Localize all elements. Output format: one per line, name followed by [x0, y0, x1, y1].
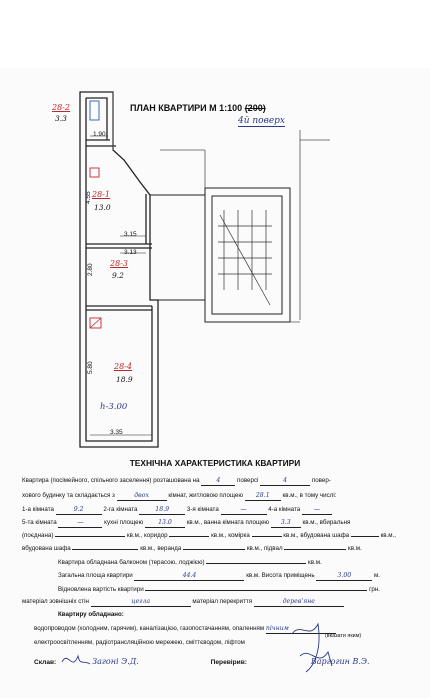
rooms-count-value: двох [117, 492, 167, 501]
form-text: кв.м., коридор [126, 532, 168, 539]
plan-title-text: ПЛАН КВАРТИРИ М 1:100 [130, 103, 243, 113]
dim-room4-height: 5.80 [87, 361, 94, 374]
ceiling-height-label: h-3.00 [100, 402, 128, 412]
storeys-value: 4 [260, 477, 310, 486]
form-row-rooms [22, 492, 416, 501]
form-text: кв.м., підвал [246, 545, 283, 552]
room5-area-value: — [58, 519, 102, 528]
total-area-value: 44.4 [134, 572, 244, 581]
room4-area-value: — [302, 506, 332, 515]
checked-by-name: Варгогин В.Э. [310, 657, 370, 666]
form-text: поверсі [237, 477, 259, 484]
compiled-by-name: Загоні Э.Д. [92, 657, 139, 666]
partition-wall [86, 140, 116, 146]
apartment-inner-wall [86, 98, 152, 441]
form-text: кв.м., вбудована шафа [283, 532, 350, 539]
form-text: кв.м. [348, 545, 362, 552]
kitchen-area-value: 13.0 [145, 519, 185, 528]
form-text: хового будинку та складається з [22, 492, 115, 499]
wall-material-value: цегла [91, 598, 191, 607]
dim-bottom-width: 3.35 [110, 429, 123, 436]
stove-icon [90, 168, 99, 177]
dim-room1-width: 3.15 [124, 231, 137, 238]
form-text: вбудована шафа [22, 545, 71, 552]
living-area-value: 28.1 [245, 492, 281, 501]
form-row-equipped: Квартиру обладнано: [58, 611, 124, 618]
signature-scribbles [0, 600, 430, 698]
room-area-room3: 9.2 [112, 271, 124, 280]
stairwell-wall [212, 196, 282, 314]
form-text: Загальна площа квартири [58, 572, 133, 579]
bathroom-area-value: 3.3 [271, 519, 301, 528]
partition-wall [86, 244, 152, 248]
form-text: кв.м., вбиральня [302, 519, 351, 526]
floor-value: 4 [201, 477, 235, 486]
room-area-kitchen: 13.0 [94, 203, 111, 212]
form-row-room-areas [22, 506, 416, 515]
ceiling-height-value: 3.00 [316, 572, 372, 581]
form-text: 2-га кімната [103, 506, 138, 513]
form-text: 4-а кімната [268, 506, 301, 513]
form-text: матеріал зовнішніх стін [22, 598, 89, 605]
room-area-room4: 18.9 [116, 375, 133, 384]
bathtub-icon [90, 101, 99, 120]
dim-top-width: 1.90 [93, 131, 106, 138]
form-text: Квартира (посімейного, спільного заселення) розташована на [22, 477, 200, 484]
form-text: 1-а кімната [22, 506, 54, 513]
plan-scale-struck: (200) [244, 103, 266, 113]
form-text: кв.м., [380, 532, 396, 539]
form-text: Квартира обладнана балконом (терасою, лоджією) [58, 559, 205, 566]
compiled-by-label: Склав: [34, 659, 57, 666]
form-text: Відновлена вартість квартири [58, 586, 144, 593]
floor-label: 4й поверх [238, 116, 285, 126]
form-row-value [58, 586, 430, 594]
form-text: електроосвітленням, радіотрансляційною мережею, сміттєводом, ліфтом [34, 639, 245, 646]
ceiling-material-value: дерев'яне [254, 598, 344, 607]
floor-plan-drawing [0, 80, 430, 450]
form-text: кв.м., комірка [211, 532, 250, 539]
form-hint-specify: (вказати яким) [325, 633, 362, 639]
room2-area-value: 18.9 [139, 506, 185, 515]
form-row-balcony [58, 559, 430, 567]
form-text: м. [374, 572, 381, 579]
form-text: грн. [369, 586, 380, 593]
form-text: повер- [311, 477, 331, 484]
room-area-bathroom: 3.3 [55, 114, 67, 123]
form-text: кв.м. Висота приміщень [246, 572, 315, 579]
form-text: 5-та кімната [22, 519, 57, 526]
dim-room3-height: 2.80 [87, 263, 94, 276]
form-text: кв.м. [308, 559, 322, 566]
form-row-corridor [22, 532, 416, 540]
form-row-total-area [58, 572, 430, 581]
form-text: кв.м., веранда [140, 545, 182, 552]
room-label-bathroom: 28-2 [52, 103, 70, 112]
form-text: 3-я кімната [186, 506, 219, 513]
heating-type-value: пічним [266, 625, 336, 634]
form-text: водопроводом (холодним, гарячим), каналізацією, газопостачанням, опаленням [34, 625, 265, 632]
room-label-kitchen: 28-1 [92, 190, 110, 199]
plan-title [130, 103, 266, 113]
form-row-closet [22, 545, 416, 553]
form-text: матеріал перекриття [192, 598, 253, 605]
room1-area-value: 9.2 [56, 506, 102, 515]
form-text: кухні площею [104, 519, 144, 526]
room3-area-value: — [221, 506, 267, 515]
form-text: кв.м., в тому числі: [282, 492, 337, 499]
dim-room1-height: 4.55 [85, 191, 92, 204]
room-label-room3: 28-3 [110, 259, 128, 268]
room-label-room4: 28-4 [114, 362, 132, 371]
section-title: ТЕХНІЧНА ХАРАКТЕРИСТИКА КВАРТИРИ [129, 458, 301, 468]
stairwell-wall [205, 188, 290, 322]
checked-by-label: Перевірив: [210, 659, 247, 666]
form-text: (поєднана) [22, 532, 54, 539]
form-row-kitchen-bath [22, 519, 416, 528]
partition-wall [86, 306, 152, 310]
form-text: кімнат, житловою площею [168, 492, 244, 499]
form-text: кв.м., ванна кімната площею [186, 519, 270, 526]
form-row-floor [22, 477, 416, 486]
dim-room3-width: 3.13 [124, 249, 137, 256]
